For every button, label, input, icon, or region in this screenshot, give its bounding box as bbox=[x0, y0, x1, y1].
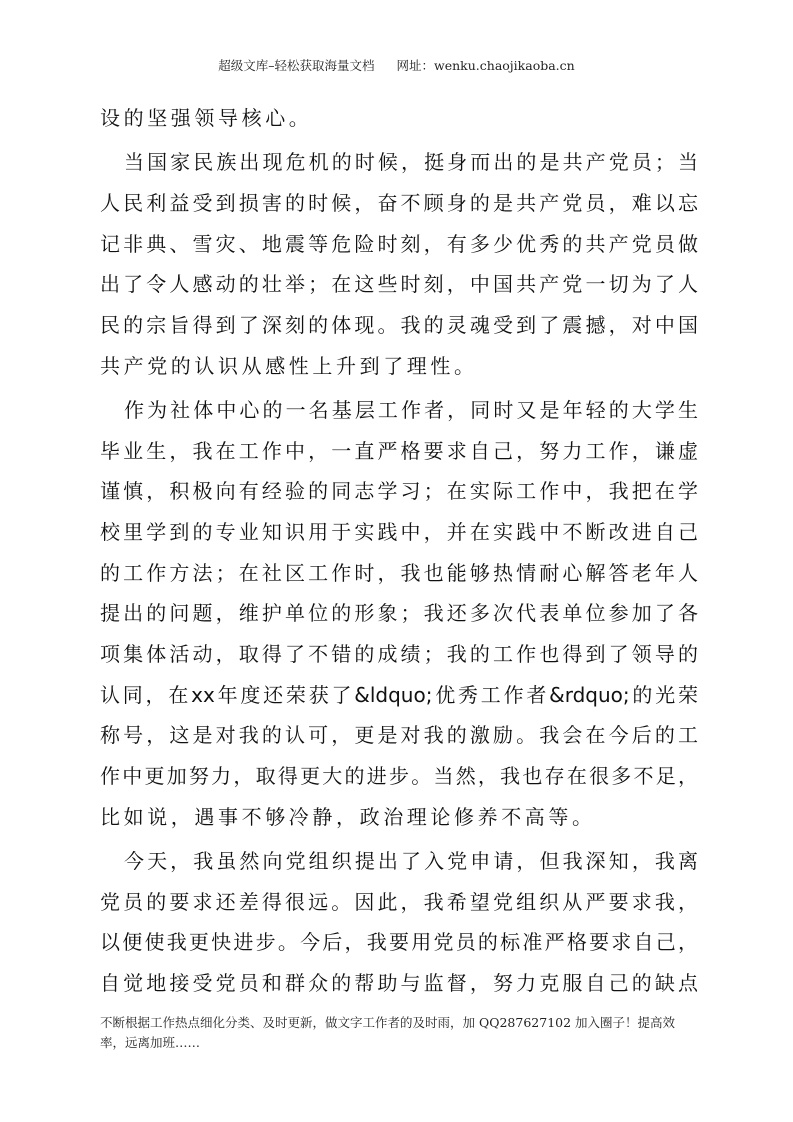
header-site: 超级文库–轻松获取海量文档 bbox=[218, 58, 375, 73]
text-line: 出了令人感动的壮举；在这些时刻，中国共产党一切为了人 bbox=[100, 272, 698, 297]
header-url: 网址：wenku.chaojikaoba.cn bbox=[396, 58, 575, 73]
text-line: 当国家民族出现危机的时候，挺身而出的是共产党员；当 bbox=[124, 150, 698, 175]
page-header bbox=[0, 56, 793, 74]
text-line: 记非典、雪灾、地震等危险时刻，有多少优秀的共产党员做 bbox=[100, 231, 698, 256]
text-line: 的工作方法；在社区工作时，我也能够热情耐心解答老年人 bbox=[100, 560, 698, 585]
text-line: 民的宗旨得到了深刻的体现。我的灵魂受到了震撼，对中国 bbox=[100, 312, 698, 337]
text-line: 谨慎，积极向有经验的同志学习；在实际工作中，我把在学 bbox=[100, 479, 698, 504]
text-line: 党员的要求还差得很远。因此，我希望党组织从严要求我， bbox=[100, 889, 698, 914]
text-line: 提出的问题，维护单位的形象；我还多次代表单位参加了各 bbox=[100, 601, 698, 626]
text-line: 比如说，遇事不够冷静，政治理论修养不高等。 bbox=[100, 804, 596, 829]
text-line: 项集体活动，取得了不错的成绩；我的工作也得到了领导的 bbox=[100, 641, 698, 666]
text-line: 作中更加努力，取得更大的进步。当然，我也存在很多不足， bbox=[100, 764, 698, 788]
text-line: 称号，这是对我的认可，更是对我的激励。我会在今后的工 bbox=[100, 723, 698, 748]
text-line: 共产党的认识从感性上升到了理性。 bbox=[100, 353, 478, 378]
paragraph bbox=[100, 98, 698, 139]
text-line: 今天，我虽然向党组织提出了入党申请，但我深知，我离 bbox=[124, 848, 698, 873]
text-line: 校里学到的专业知识用于实践中，并在实践中不断改进自己 bbox=[100, 519, 698, 544]
text-line: 自觉地接受党员和群众的帮助与监督，努力克服自己的缺点 bbox=[100, 970, 698, 995]
text-line: 认同，在xx年度还荣获了&ldquo;优秀工作者&rdquo;的光荣 bbox=[100, 682, 698, 707]
text-line: 以便使我更快进步。今后，我要用党员的标准严格要求自己， bbox=[100, 930, 698, 955]
text-line: 作为社体中心的一名基层工作者，同时又是年轻的大学生 bbox=[124, 397, 698, 422]
paragraph bbox=[100, 142, 698, 386]
page-footer: 不断根据工作热点细化分类、及时更新，做文字工作者的及时雨，加 QQ287627102 加入圈子！提高效率，远离加班…… bbox=[100, 1015, 676, 1050]
text-line: 毕业生，我在工作中，一直严格要求自己，努力工作，谦虚 bbox=[100, 438, 698, 463]
document-body bbox=[100, 98, 698, 1007]
paragraph bbox=[100, 390, 698, 838]
text-line: 人民利益受到损害的时候，奋不顾身的是共产党员，难以忘 bbox=[100, 190, 698, 215]
text-line: 设的坚强领导核心。 bbox=[100, 106, 313, 130]
paragraph bbox=[100, 841, 698, 1004]
